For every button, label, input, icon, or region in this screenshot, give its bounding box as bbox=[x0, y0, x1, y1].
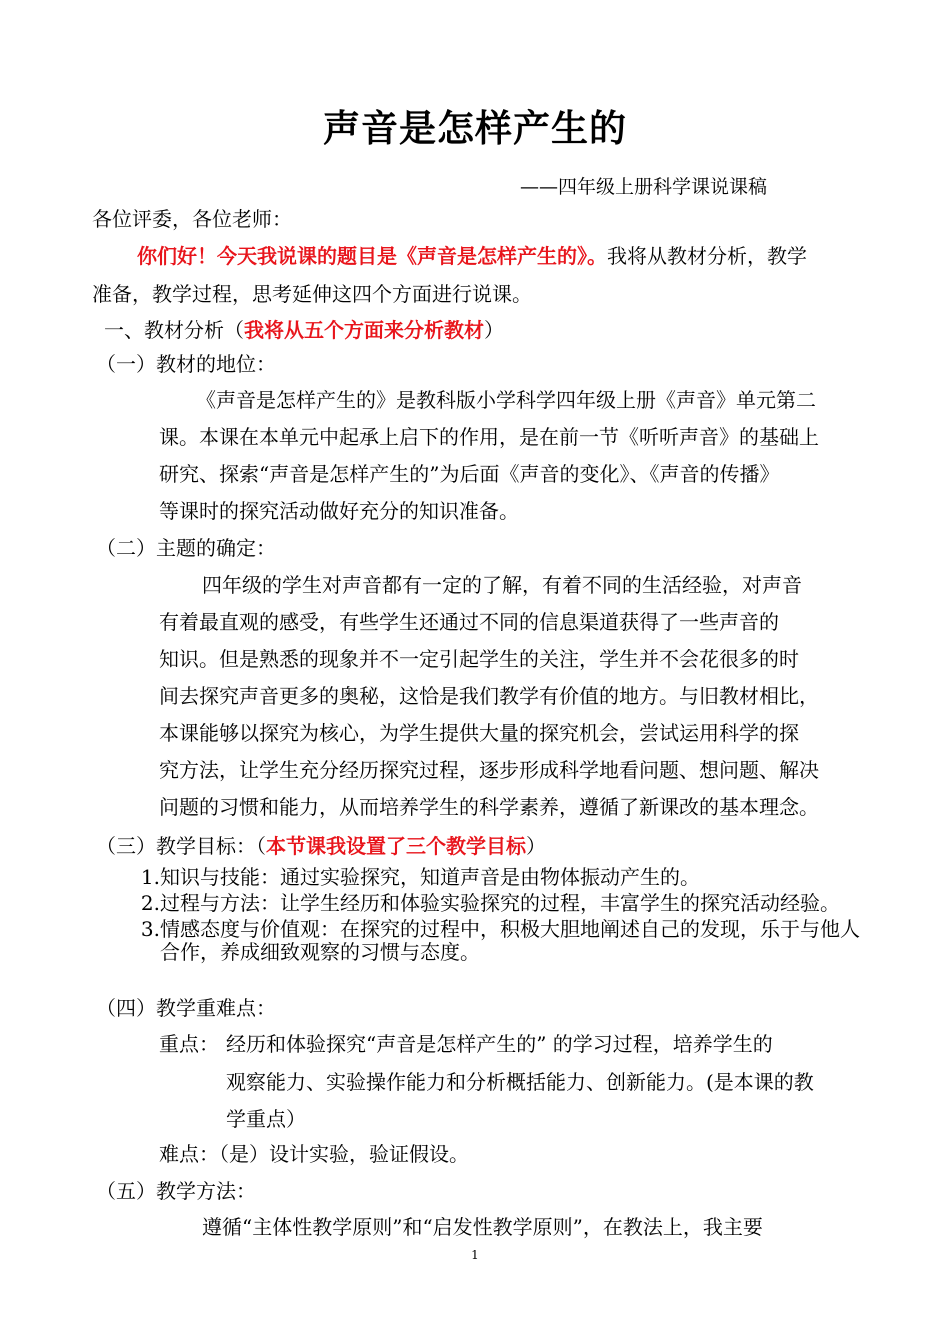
intro-highlight: 你们好！今天我说课的题目是《声音是怎样产生的》。 bbox=[137, 244, 607, 268]
part-5-heading: （五）教学方法： bbox=[96, 1179, 256, 1203]
part-2-heading: （二）主题的确定： bbox=[96, 536, 276, 560]
part-2-line: 四年级的学生对声音都有一定的了解，有着不同的生活经验，对声音 bbox=[202, 573, 802, 597]
difficult-point: 难点：（是）设计实验，验证假设。 bbox=[159, 1142, 469, 1166]
part-2-line: 究方法，让学生充分经历探究过程，逐步形成科学地看问题、想问题、解决 bbox=[159, 758, 819, 782]
key-point-line: 经历和体验探究“声音是怎样产生的” 的学习过程，培养学生的 bbox=[226, 1032, 773, 1056]
goal-item bbox=[135, 866, 865, 889]
key-point-line: 观察能力、实验操作能力和分析概括能力、创新能力。(是本课的教 bbox=[226, 1070, 814, 1094]
goal-item bbox=[135, 892, 865, 915]
page-number: 1 bbox=[471, 1248, 479, 1262]
goals-list bbox=[135, 866, 865, 964]
part-1-heading: （一）教材的地位： bbox=[96, 352, 276, 376]
goal-number: 2. bbox=[140, 891, 160, 915]
part-2-line: 本课能够以探究为核心，为学生提供大量的探究机会，尝试运用科学的探 bbox=[159, 721, 799, 745]
part-4-heading: （四）教学重难点： bbox=[96, 996, 276, 1020]
intro-line-1 bbox=[137, 240, 807, 269]
part-2-line: 问题的习惯和能力，从而培养学生的科学素养，遵循了新课改的基本理念。 bbox=[159, 795, 819, 819]
part-1-line: 课。本课在本单元中起承上启下的作用，是在前一节《听听声音》的基础上 bbox=[159, 425, 819, 449]
part-1-line: 《声音是怎样产生的》是教科版小学科学四年级上册《声音》单元第二 bbox=[196, 388, 816, 412]
part-3-heading-close: ） bbox=[526, 834, 546, 858]
section-1-heading-text: 一、教材分析（ bbox=[104, 318, 244, 342]
key-point-line: 学重点） bbox=[226, 1107, 306, 1131]
intro-rest: 我将从教材分析，教学 bbox=[607, 244, 807, 268]
part-2-line: 间去探究声音更多的奥秘，这恰是我们教学有价值的地方。与旧教材相比， bbox=[159, 684, 819, 708]
goal-item bbox=[135, 918, 865, 964]
part-1-line: 等课时的探究活动做好充分的知识准备。 bbox=[159, 499, 519, 523]
goal-number: 1. bbox=[140, 865, 160, 889]
intro-line-2: 准备，教学过程，思考延伸这四个方面进行说课。 bbox=[92, 282, 532, 306]
part-3-heading-highlight: 本节课我设置了三个教学目标 bbox=[266, 834, 526, 858]
greeting: 各位评委，各位老师： bbox=[92, 207, 292, 231]
part-2-line: 有着最直观的感受，有些学生还通过不同的信息渠道获得了一些声音的 bbox=[159, 610, 779, 634]
section-1-heading-close: ） bbox=[484, 318, 504, 342]
subtitle: ——四年级上册科学课说课稿 bbox=[520, 176, 768, 198]
part-3-heading-text: （三）教学目标：（ bbox=[96, 834, 266, 858]
goal-number: 3. bbox=[140, 917, 160, 941]
goal-text: 知识与技能：通过实验探究，知道声音是由物体振动产生的。 bbox=[160, 865, 700, 889]
goal-text: 过程与方法：让学生经历和体验实验探究的过程，丰富学生的探究活动经验。 bbox=[160, 891, 840, 915]
part-1-line: 研究、探索“声音是怎样产生的”为后面《声音的变化》、《声音的传播》 bbox=[159, 462, 780, 486]
page-title: 声音是怎样产生的 bbox=[323, 106, 627, 150]
section-1-heading bbox=[104, 314, 504, 343]
part-5-line: 遵循“主体性教学原则”和“启发性教学原则”，在教法上，我主要 bbox=[202, 1215, 763, 1239]
part-2-line: 知识。但是熟悉的现象并不一定引起学生的关注，学生并不会花很多的时 bbox=[159, 647, 799, 671]
key-point-label: 重点： bbox=[159, 1032, 219, 1056]
part-3-heading bbox=[96, 830, 546, 859]
goal-text: 情感态度与价值观：在探究的过程中，积极大胆地阐述自己的发现，乐于与他人合作，养成细致观察的习惯与态度。 bbox=[160, 917, 860, 964]
section-1-heading-highlight: 我将从五个方面来分析教材 bbox=[244, 318, 484, 342]
